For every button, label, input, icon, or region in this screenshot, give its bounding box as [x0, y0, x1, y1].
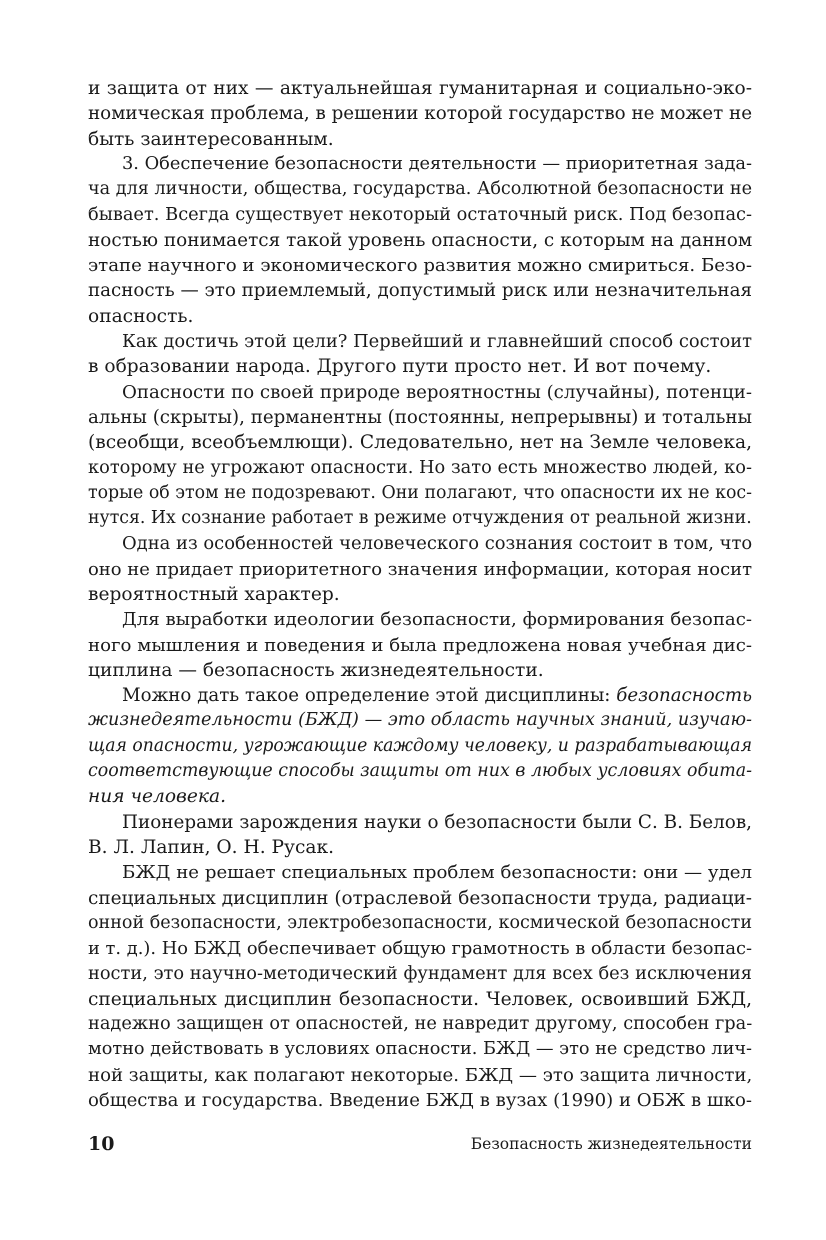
text-line: и т. д.). Но БЖД обеспечивает общую грамотность в области безопас-: [88, 938, 752, 960]
body-text: [88, 76, 752, 1113]
text-line: [88, 683, 752, 708]
text-line: онной безопасности, электробезопасности, космической безопасности: [88, 912, 752, 933]
page-number: 10: [88, 1133, 115, 1155]
text-line: пасность — это приемлемый, допустимый риск или незначительная: [88, 280, 752, 302]
text-line: оно не придает приоритетного значения информации, которая носит: [88, 558, 752, 580]
text-line: этапе научного и экономического развития можно смириться. Безо-: [88, 255, 752, 277]
text-line: надежно защищен от опасностей, не навредит другому, способен гра-: [88, 1013, 753, 1034]
text-line: ностью понимается такой уровень опасности, с которым на данном: [88, 229, 753, 251]
text-line: Как достичь этой цели? Первейший и главнейший способ состоит: [122, 330, 752, 352]
text-line: быть заинтересованным.: [88, 128, 334, 150]
text-line-normal-part: Можно дать такое определение этой дисциплины:: [122, 685, 617, 707]
text-line: 3. Обеспечение безопасности деятельности — приоритетная зада-: [122, 153, 752, 174]
text-line: ного мышления и поведения и была предложена новая учебная дис-: [88, 634, 752, 656]
text-line: которому не угрожают опасности. Но зато есть множество людей, ко-: [88, 457, 752, 479]
page-footer: [88, 1133, 752, 1159]
text-line: мотно действовать в условиях опасности. БЖД — это не средство лич-: [88, 1039, 752, 1060]
text-line: нутся. Их сознание работает в режиме отчуждения от реальной жизни.: [88, 508, 752, 529]
text-line: щая опасности, угрожающие каждому человеку, и разрабатывающая: [88, 735, 752, 756]
text-line: (всеобщи, всеобъемлющи). Следовательно, нет на Земле человека,: [88, 432, 752, 454]
text-line: ния человека.: [88, 786, 226, 808]
text-line: и защита от них — актуальнейшая гуманитарная и социально-эко-: [88, 78, 752, 99]
text-line: БЖД не решает специальных проблем безопасности: они — удел: [122, 862, 752, 884]
text-line: циплина — безопасность жизнедеятельности.: [88, 659, 544, 681]
text-line: бывает. Всегда существует некоторый остаточный риск. Под безопас-: [88, 204, 752, 226]
text-line: жизнедеятельности (БЖД) — это область научных знаний, изучаю-: [88, 710, 752, 731]
text-line: общества и государства. Введение БЖД в вузах (1990) и ОБЖ в шко-: [88, 1089, 752, 1111]
text-line: Опасности по своей природе вероятностны (случайны), потенци-: [122, 381, 752, 403]
text-line: Для выработки идеологии безопасности, формирования безопас-: [122, 609, 752, 631]
text-line: в образовании народа. Другого пути просто нет. И вот почему.: [88, 356, 712, 378]
running-title: Безопасность жизнедеятельности: [470, 1135, 752, 1153]
text-line: ча для личности, общества, государства. Абсолютной безопасности не: [88, 179, 753, 200]
text-line: опасность.: [88, 305, 194, 327]
text-line: соответствующие способы защиты от них в любых условиях обита-: [88, 761, 753, 782]
text-line: Пионерами зарождения науки о безопасности были С. В. Белов,: [122, 811, 752, 833]
text-line: В. Л. Лапин, О. Н. Русак.: [88, 836, 335, 858]
text-line: специальных дисциплин (отраслевой безопасности труда, радиаци-: [88, 887, 752, 909]
text-line: Одна из особенностей человеческого сознания состоит в том, что: [122, 533, 753, 555]
text-line: вероятностный характер.: [88, 583, 340, 605]
text-line: альны (скрыты), перманентны (постоянны, непрерывны) и тотальны: [88, 406, 752, 428]
text-line: торые об этом не подозревают. Они полагают, что опасности их не кос-: [88, 482, 752, 503]
text-line: номическая проблема, в решении которой государство не может не: [88, 103, 753, 125]
text-line-italic-part: безопасность: [616, 685, 752, 707]
text-line: специальных дисциплин безопасности. Человек, освоивший БЖД,: [88, 988, 752, 1010]
text-line: ности, это научно-методический фундамент для всех без исключения: [88, 963, 752, 985]
text-line: ной защиты, как полагают некоторые. БЖД — это защита личности,: [88, 1064, 753, 1086]
